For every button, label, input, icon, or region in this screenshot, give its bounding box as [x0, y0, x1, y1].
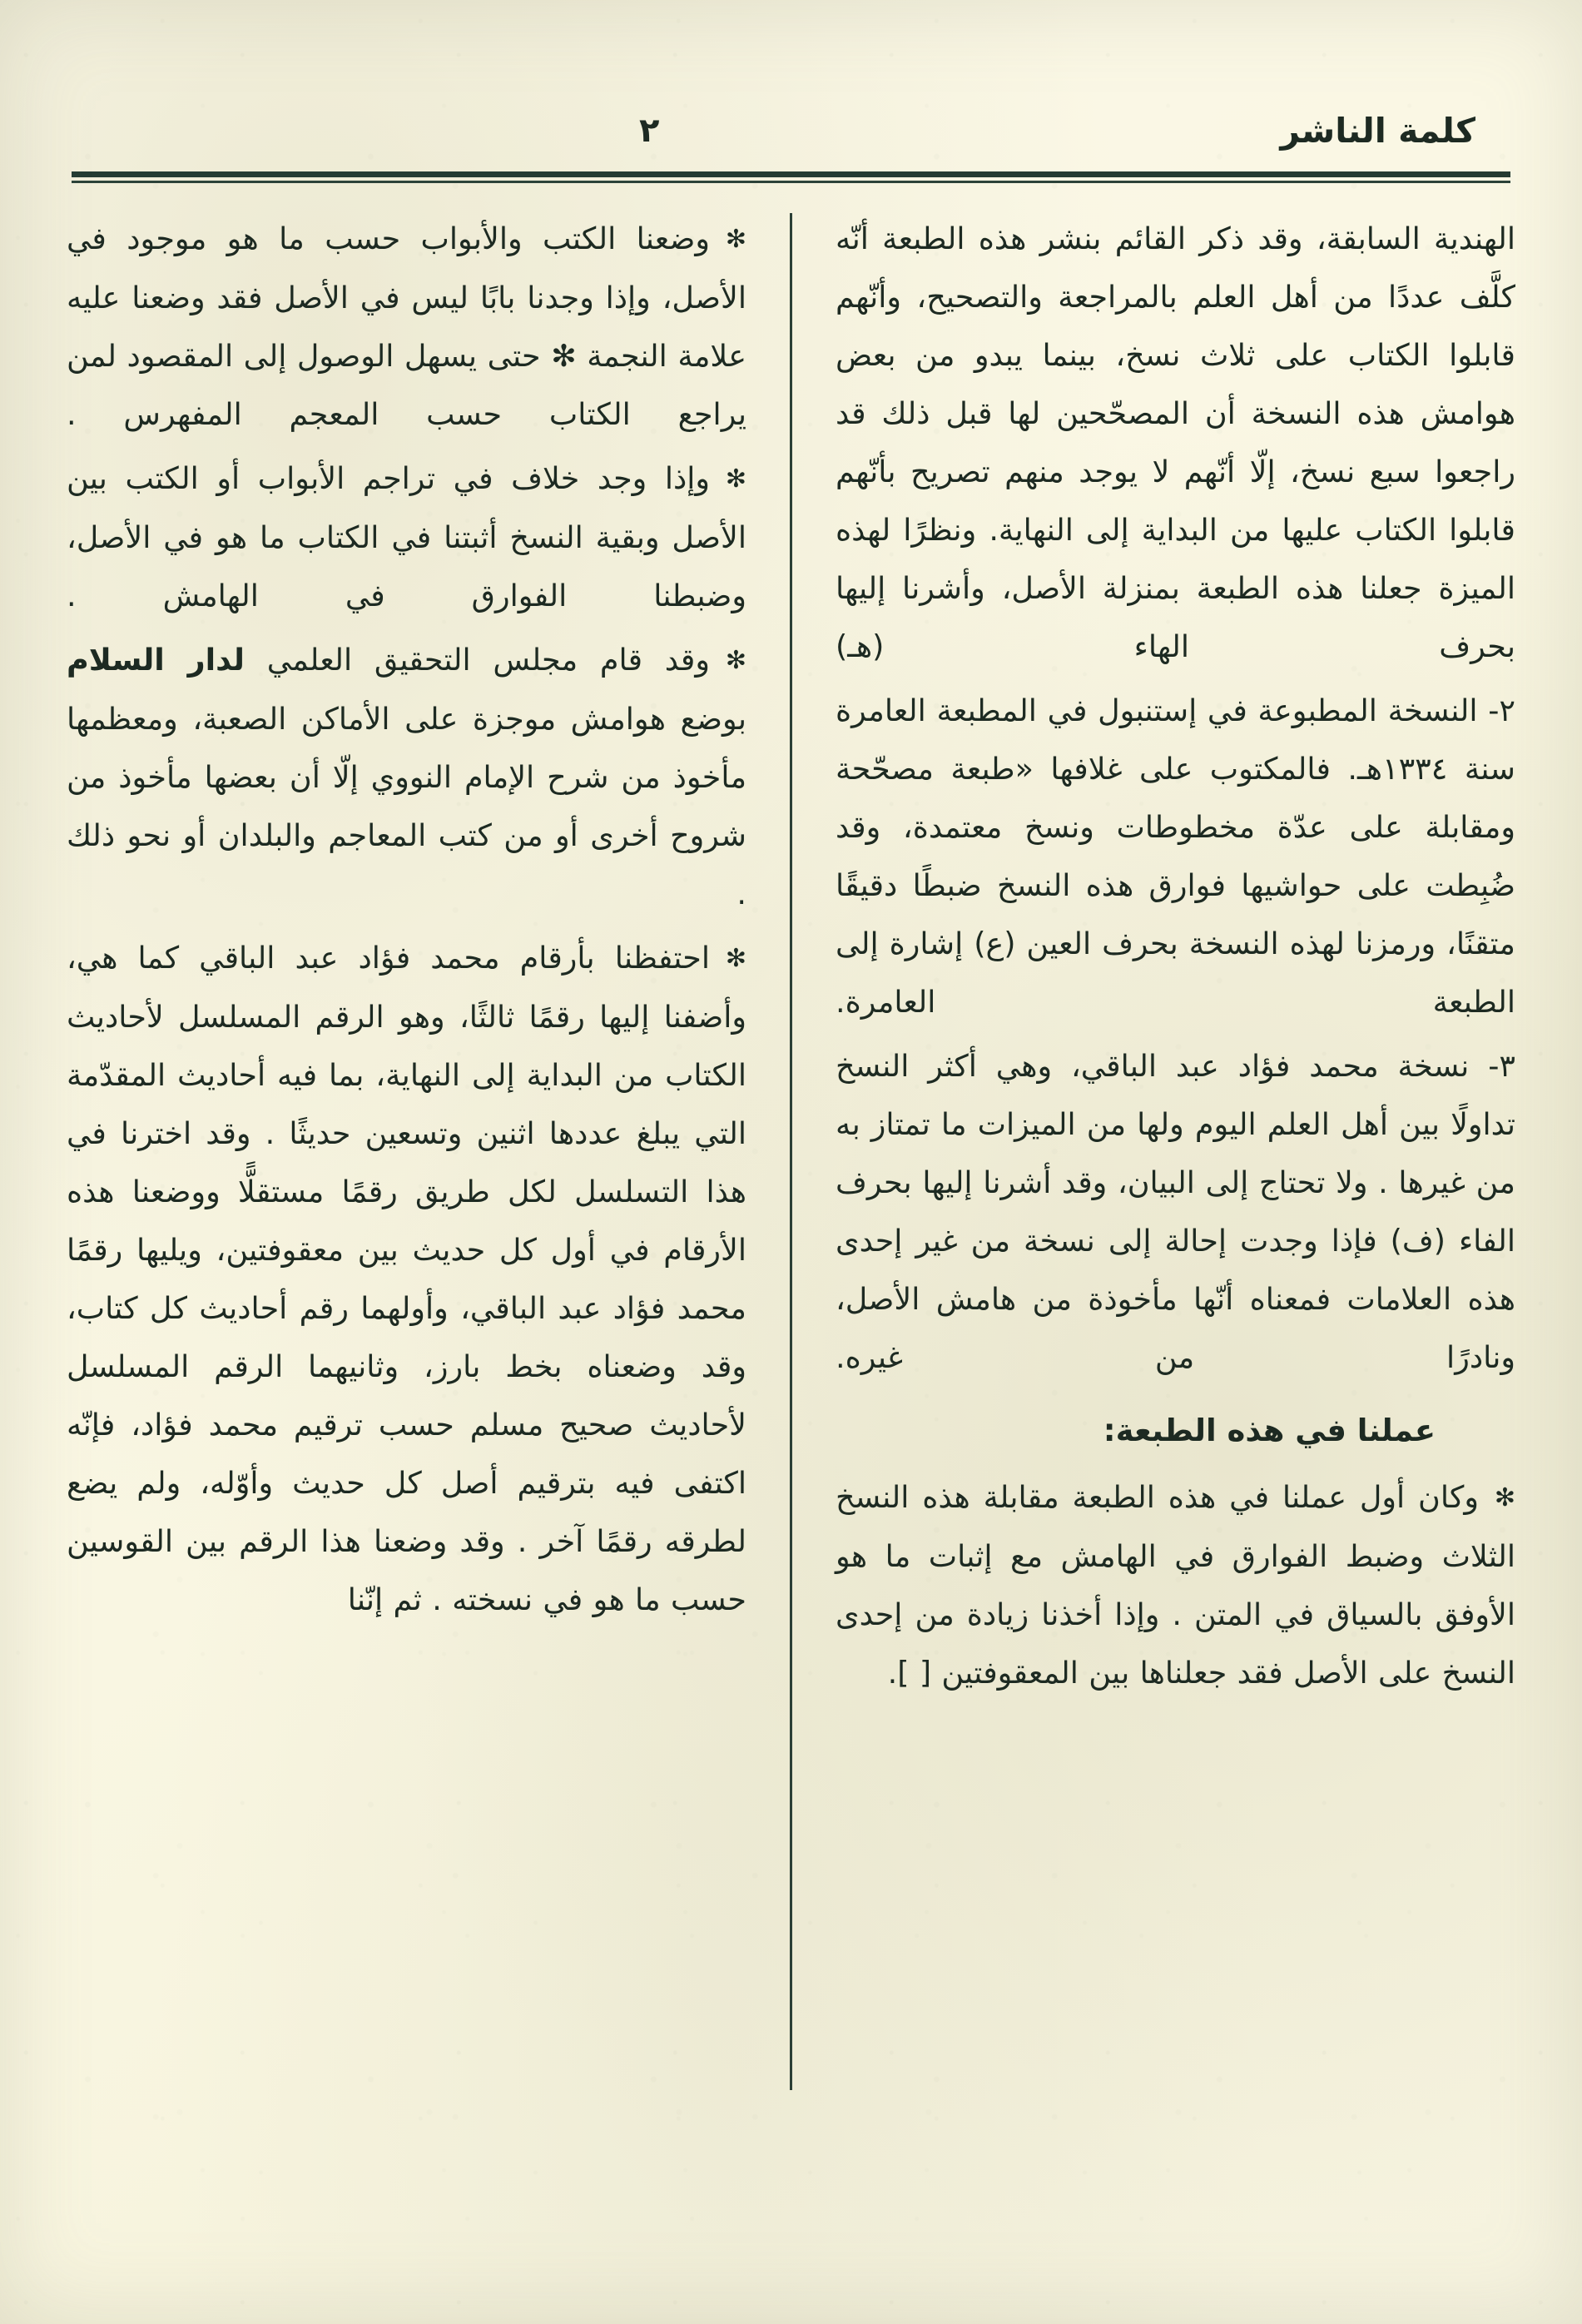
page-header	[107, 90, 1475, 166]
paragraph-text: وضعنا الكتب والأبواب حسب ما هو موجود في الأصل، وإذا وجدنا بابًا ليس في الأصل فقد وضعنا عليه علامة النجمة ✻ حتى يسهل الوصول إلى المقصود لمن يراجع الكتاب حسب المعجم المفهرس .	[67, 221, 746, 432]
paragraph-text: الهندية السابقة، وقد ذكر القائم بنشر هذه الطبعة أنّه كلَّف عددًا من أهل العلم بالمراجعة والتصحيح، وأنّهم قابلوا الكتاب على ثلاث نسخ، بينما يبدو من بعض هوامش هذه النسخة أن المصحّحين لها قبل ذلك قد راجعوا سبع نسخ، إلّا أنّهم لا يوجد منهم تصريح بأنّهم قابلوا الكتاب عليها من البداية إلى النهاية. ونظرًا لهذه الميزة جعلنا هذه الطبعة بمنزلة الأصل، وأشرنا إليها بحرف الهاء (هـ)	[836, 221, 1515, 664]
bulleted-paragraph	[67, 449, 746, 625]
section-heading: عملنا في هذه الطبعة:	[1103, 1413, 1436, 1448]
numbered-item-three	[836, 1037, 1515, 1387]
item-number-marker: ٢-	[1488, 693, 1515, 728]
paragraph-text: النسخة المطبوعة في إستنبول في المطبعة العامرة سنة ١٣٣٤هـ. فالمكتوب على غلافها «طبعة مصحّحة ومقابلة على عدّة مخطوطات ونسخ معتمدة، وقد ضُبِطت على حواشيها فوارق هذه النسخ ضبطًا دقيقًا متقنًا، ورمزنا لهذه النسخة بحرف العين (ع) إشارة إلى الطبعة العامرة.	[836, 693, 1516, 1020]
numbered-item-two	[836, 682, 1515, 1031]
star-bullet-icon: ✻	[725, 464, 746, 494]
paragraph-text: وكان أول عملنا في هذه الطبعة مقابلة هذه النسخ الثلاث وضبط الفوارق في الهامش مع إثبات ما هو الأوفق بالسياق في المتن . وإذا أخذنا زيادة من إحدى النسخ على الأصل فقد جعلناها بين المعقوفتين [ ].	[836, 1479, 1515, 1691]
paragraph-text: وإذا وجد خلاف في تراجم الأبواب أو الكتب بين الأصل وبقية النسخ أثبتنا في الكتاب ما هو في الأصل، وضبطنا الفوارق في الهامش .	[67, 460, 746, 613]
paragraph-continuation	[836, 210, 1515, 676]
column-divider-rule	[790, 213, 792, 2090]
paragraph-text-before-bold: وقد قام مجلس التحقيق العلمي	[244, 642, 711, 678]
header-double-rule	[72, 171, 1510, 183]
star-bullet-icon: ✻	[725, 646, 747, 675]
star-bullet-icon: ✻	[725, 225, 746, 254]
header-rule-thin	[72, 181, 1510, 183]
body-columns	[67, 210, 1515, 2224]
bulleted-paragraph-with-bold	[67, 631, 746, 923]
bulleted-paragraph	[67, 210, 746, 444]
star-bullet-icon: ✻	[1494, 1483, 1515, 1512]
page-number: ٢	[639, 112, 660, 150]
header-rule-thick	[72, 171, 1510, 177]
bulleted-paragraph	[836, 1468, 1515, 1702]
item-number-marker: ٣-	[1488, 1048, 1515, 1084]
publisher-name-bold: لدار السلام	[67, 642, 245, 678]
paragraph-text: نسخة محمد فؤاد عبد الباقي، وهي أكثر النسخ تداولًا بين أهل العلم اليوم ولها من الميزات ما تمتاز به من غيرها . ولا تحتاج إلى البيان، وقد أشرنا إليها بحرف الفاء (ف) فإذا وجدت إحالة إلى نسخة من غير إحدى هذه العلامات فمعناه أنّها مأخوذة من هامش الأصل، ونادرًا من غيره.	[836, 1048, 1515, 1375]
paragraph-text-after-bold: بوضع هوامش موجزة على الأماكن الصعبة، ومعظمها مأخوذ من شرح الإمام النووي إلّا أن بعضها مأخوذ من شروح أخرى أو من كتب المعاجم والبلدان أو نحو ذلك .	[67, 701, 746, 911]
bulleted-paragraph	[67, 929, 746, 1629]
star-bullet-icon: ✻	[725, 944, 746, 973]
running-head: كلمة الناشر	[1280, 110, 1475, 151]
paragraph-text: احتفظنا بأرقام محمد فؤاد عبد الباقي كما هي، وأضفنا إليها رقمًا ثالثًا، وهو الرقم المسلسل لأحاديث الكتاب من البداية إلى النهاية، بما فيه أحاديث المقدّمة التي يبلغ عددها اثنين وتسعين حديثًا . وقد اخترنا في هذا التسلسل لكل طريق رقمًا مستقلًّا ووضعنا هذه الأرقام في أول كل حديث بين معقوفتين، ويليها رقمًا محمد فؤاد عبد الباقي، وأولهما رقم أحاديث كل كتاب، وقد وضعناه بخط بارز، وثانيهما الرقم المسلسل لأحاديث صحيح مسلم حسب ترقيم محمد فؤاد، فإنّه اكتفى فيه بترقيم أصل كل حديث وأوّله، ولم يضع لطرقه رقمًا آخر . وقد وضعنا هذا الرقم بين القوسين حسب ما هو في نسخته . ثم إنّنا	[67, 940, 746, 1617]
left-column	[67, 210, 746, 2224]
right-column	[836, 210, 1515, 2224]
